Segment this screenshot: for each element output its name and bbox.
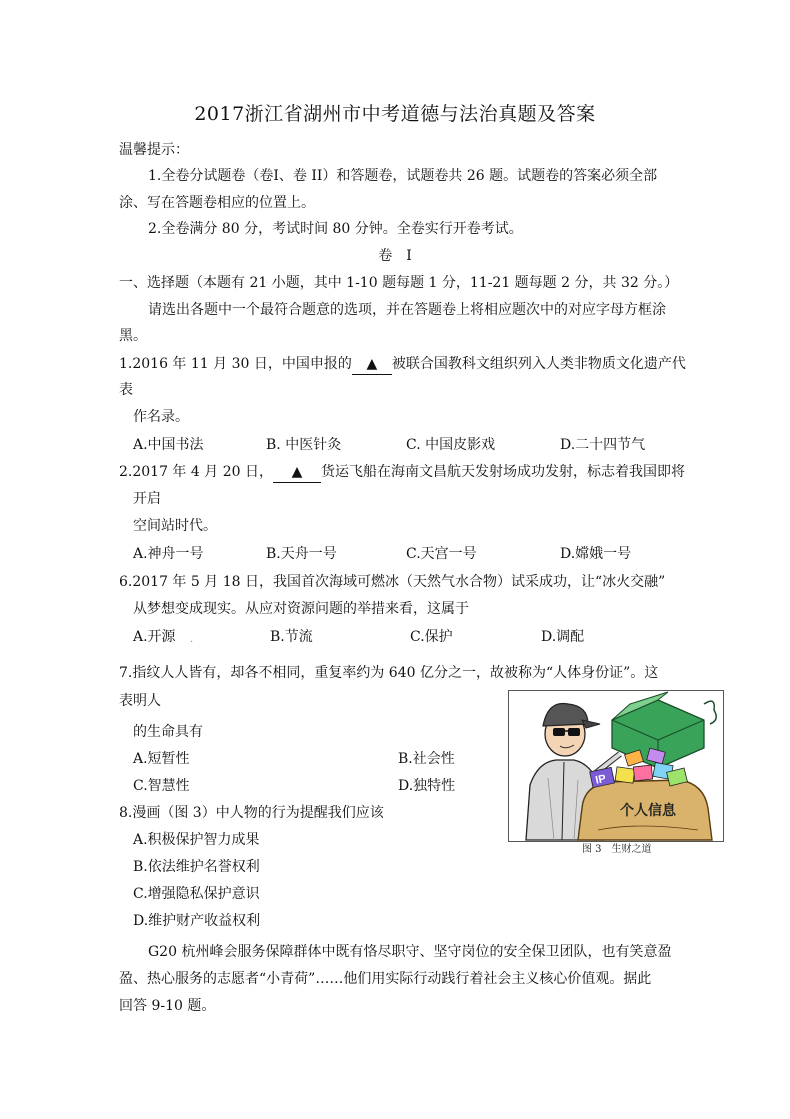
question-2-option-b: B.天舟一号 [266, 546, 337, 562]
question-6-option-b: B.节流 [270, 629, 313, 645]
question-7-line-1: 7.指纹人人皆有，却各不相同，重复率约为 640 亿分之一，故被称为“人体身份证”。这 [119, 665, 659, 681]
question-2-line-3: 空间站时代。 [133, 518, 217, 534]
question-1-line-1 [119, 354, 686, 375]
question-7-option-b: B.社会性 [398, 751, 455, 767]
section-instruction-a: 请选出各题中一个最符合题意的选项，并在答题卷上将相应题次中的对应字母方框涂 [148, 302, 666, 318]
question-6-option-d: D.调配 [541, 629, 585, 645]
page-title: 2017浙江省湖州市中考道德与法治真题及答案 [194, 103, 596, 125]
stray-dot: . [190, 634, 194, 645]
question-1-option-b: B. 中医针灸 [266, 437, 342, 453]
tips-line-1b: 涂、写在答题卷相应的位置上。 [119, 195, 315, 211]
question-1-line-3: 作名录。 [133, 409, 189, 425]
question-6-option-a: A.开源 [133, 629, 176, 645]
question-8-option-d: D.维护财产收益权利 [133, 913, 261, 929]
question-1-post: 被联合国教科文组织列入人类非物质文化遗产代 [391, 356, 686, 372]
question-2-line-2: 开启 [133, 491, 161, 507]
paper-label: IP [594, 772, 608, 787]
question-2-blank: ▲ [273, 462, 321, 483]
tips-line-1a: 1.全卷分试题卷（卷Ⅰ、卷 II）和答题卷，试题卷共 26 题。试题卷的答案必须全部 [148, 168, 658, 184]
question-2-option-c: C.天宫一号 [406, 546, 477, 562]
figure-caption: 图 3 生财之道 [582, 844, 652, 855]
question-2-post: 货运飞船在海南文昌航天发射场成功发射，标志着我国即将 [320, 464, 685, 480]
question-2-pre: 2.2017 年 4 月 20 日， [119, 464, 273, 480]
section-heading: 一、选择题（本题有 21 小题，其中 1-10 题每题 1 分，11-21 题每题 2 分，共 32 分。） [119, 275, 679, 291]
question-2-option-d: D.嫦娥一号 [560, 546, 632, 562]
question-7-line-3: 的生命具有 [133, 724, 203, 740]
question-2-option-a: A.神舟一号 [133, 546, 204, 562]
sack-label: 个人信息 [620, 802, 676, 818]
question-1-option-d: D.二十四节气 [560, 437, 646, 453]
question-7-option-d: D.独特性 [398, 778, 456, 794]
question-7-option-a: A.短暂性 [133, 751, 190, 767]
volume-label: 卷 Ⅰ [378, 248, 412, 264]
question-8-option-c: C.增强隐私保护意识 [133, 886, 260, 902]
question-7-option-c: C.智慧性 [133, 778, 190, 794]
passage-line-2: 盈、热心服务的志愿者“小青荷”……他们用实际行动践行着社会主义核心价值观。据此 [119, 971, 652, 987]
question-1-option-a: A.中国书法 [133, 437, 204, 453]
question-8-option-a: A.积极保护智力成果 [133, 832, 260, 848]
question-6-line-1: 6.2017 年 5 月 18 日，我国首次海域可燃冰（天然气水合物）试采成功，让“冰火交融” [119, 574, 666, 590]
question-1-line-2: 表 [119, 382, 133, 398]
tips-line-2: 2.全卷满分 80 分，考试时间 80 分钟。全卷实行开卷考试。 [148, 221, 523, 237]
tips-heading: 温馨提示： [119, 142, 189, 158]
passage-line-3: 回答 9-10 题。 [119, 998, 216, 1014]
question-1-blank: ▲ [352, 354, 392, 375]
passage-line-1: G20 杭州峰会服务保障群体中既有恪尽职守、坚守岗位的安全保卫团队，也有笑意盈 [148, 944, 672, 960]
question-1-pre: 1.2016 年 11 月 30 日，中国申报的 [119, 356, 352, 372]
cartoon-figure-3 [508, 690, 724, 842]
cartoon-illustration [508, 690, 724, 842]
question-7-line-2: 表明人 [119, 693, 161, 709]
question-8-line-1: 8.漫画（图 3）中人物的行为提醒我们应该 [119, 805, 384, 821]
question-2-line-1 [119, 462, 685, 483]
question-8-option-b: B.依法维护名誉权利 [133, 859, 260, 875]
section-instruction-b: 黑。 [119, 328, 147, 344]
question-6-option-c: C.保护 [410, 629, 453, 645]
question-1-option-c: C. 中国皮影戏 [406, 437, 496, 453]
question-6-line-2: 从梦想变成现实。从应对资源问题的举措来看，这属于 [133, 601, 469, 617]
